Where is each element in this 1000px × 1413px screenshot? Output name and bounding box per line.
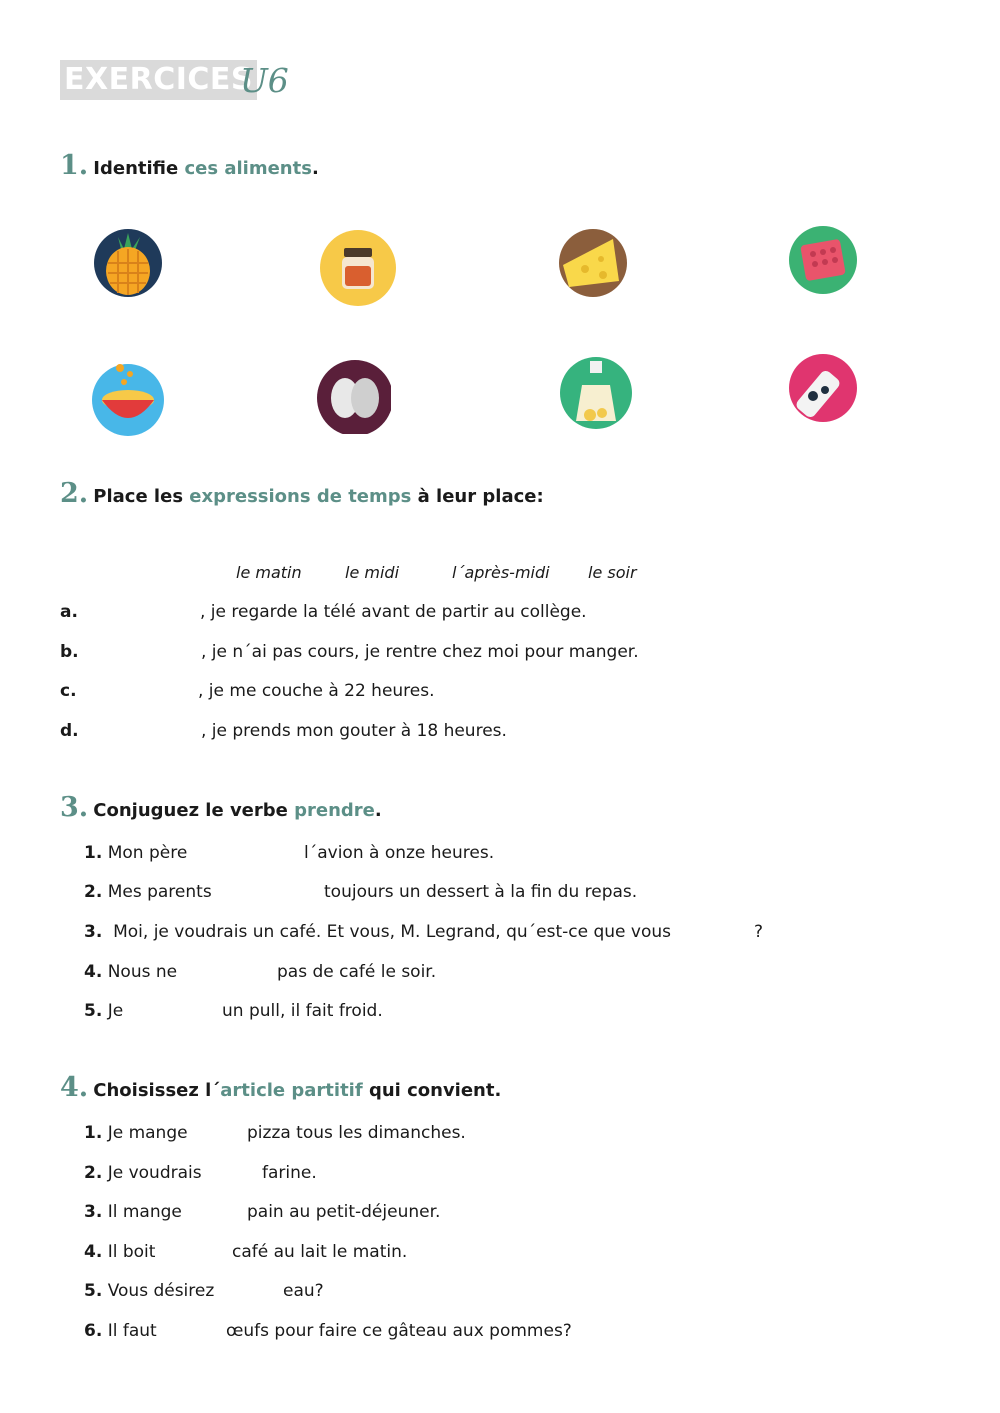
option-l-apres-midi[interactable]: l´après-midi — [452, 563, 550, 582]
section-3-title: 3. Conjuguez le verbe prendre. — [60, 792, 382, 823]
s2-label-d: d. — [60, 721, 79, 741]
coconut-icon — [315, 358, 391, 434]
s3-item-5-end: un pull, il fait froid. — [222, 1001, 383, 1021]
s2-text-d: , je prends mon gouter à 18 heures. — [201, 721, 507, 741]
s2-text-b: , je n´ai pas cours, je rentre chez moi pour manger. — [201, 642, 639, 662]
s2-label-a: a. — [60, 602, 78, 622]
s3-item-1-end: l´avion à onze heures. — [304, 843, 495, 863]
s4-item-2-end: farine. — [262, 1163, 317, 1183]
s4-item-3-end: pain au petit-déjeuner. — [247, 1202, 441, 1222]
raspberries-icon — [785, 222, 861, 298]
s4-item-5: 5. Vous désirez — [84, 1281, 215, 1301]
s3-item-2: 2. Mes parents — [84, 882, 212, 902]
oil-bottle-icon — [558, 355, 634, 431]
s3-item-5: 5. Je — [84, 1001, 124, 1021]
s2-label-b: b. — [60, 642, 79, 662]
s4-item-2: 2. Je voudrais — [84, 1163, 202, 1183]
section-2-title: 2. Place les expressions de temps à leur place: — [60, 478, 544, 509]
s4-item-4: 4. Il boit — [84, 1242, 156, 1262]
s3-item-4-end: pas de café le soir. — [277, 962, 437, 982]
milk-bottle-icon — [785, 352, 861, 428]
cheese-icon — [555, 225, 631, 301]
s3-item-4: 4. Nous ne — [84, 962, 178, 982]
s3-item-1: 1. Mon père — [84, 843, 188, 863]
s3-item-3: 3. Moi, je voudrais un café. Et vous, M. Legrand, qu´est-ce que vous — [84, 922, 671, 942]
s3-item-2-end: toujours un dessert à la fin du repas. — [324, 882, 638, 902]
unit-label: U6 — [240, 61, 289, 100]
section-4-title: 4. Choisissez l´article partitif qui convient. — [60, 1072, 502, 1103]
s4-item-4-end: café au lait le matin. — [232, 1242, 408, 1262]
pineapple-icon — [90, 223, 166, 299]
s2-text-a: , je regarde la télé avant de partir au collège. — [200, 602, 587, 622]
s4-item-1-end: pizza tous les dimanches. — [247, 1123, 466, 1143]
s4-item-6-end: œufs pour faire ce gâteau aux pommes? — [226, 1321, 572, 1341]
cereal-bowl-icon — [90, 360, 166, 436]
option-le-matin[interactable]: le matin — [236, 563, 302, 582]
s4-item-3: 3. Il mange — [84, 1202, 182, 1222]
s2-text-c: , je me couche à 22 heures. — [198, 681, 435, 701]
s4-item-1: 1. Je mange — [84, 1123, 188, 1143]
option-le-soir[interactable]: le soir — [588, 563, 637, 582]
s2-label-c: c. — [60, 681, 77, 701]
page-title: EXERCICES — [60, 60, 257, 100]
s3-item-3-end: ? — [754, 922, 764, 942]
option-le-midi[interactable]: le midi — [345, 563, 400, 582]
jam-jar-icon — [320, 230, 396, 306]
section-1-title: 1. Identifie ces aliments. — [60, 150, 319, 181]
s4-item-6: 6. Il faut — [84, 1321, 157, 1341]
s4-item-5-end: eau? — [283, 1281, 324, 1301]
